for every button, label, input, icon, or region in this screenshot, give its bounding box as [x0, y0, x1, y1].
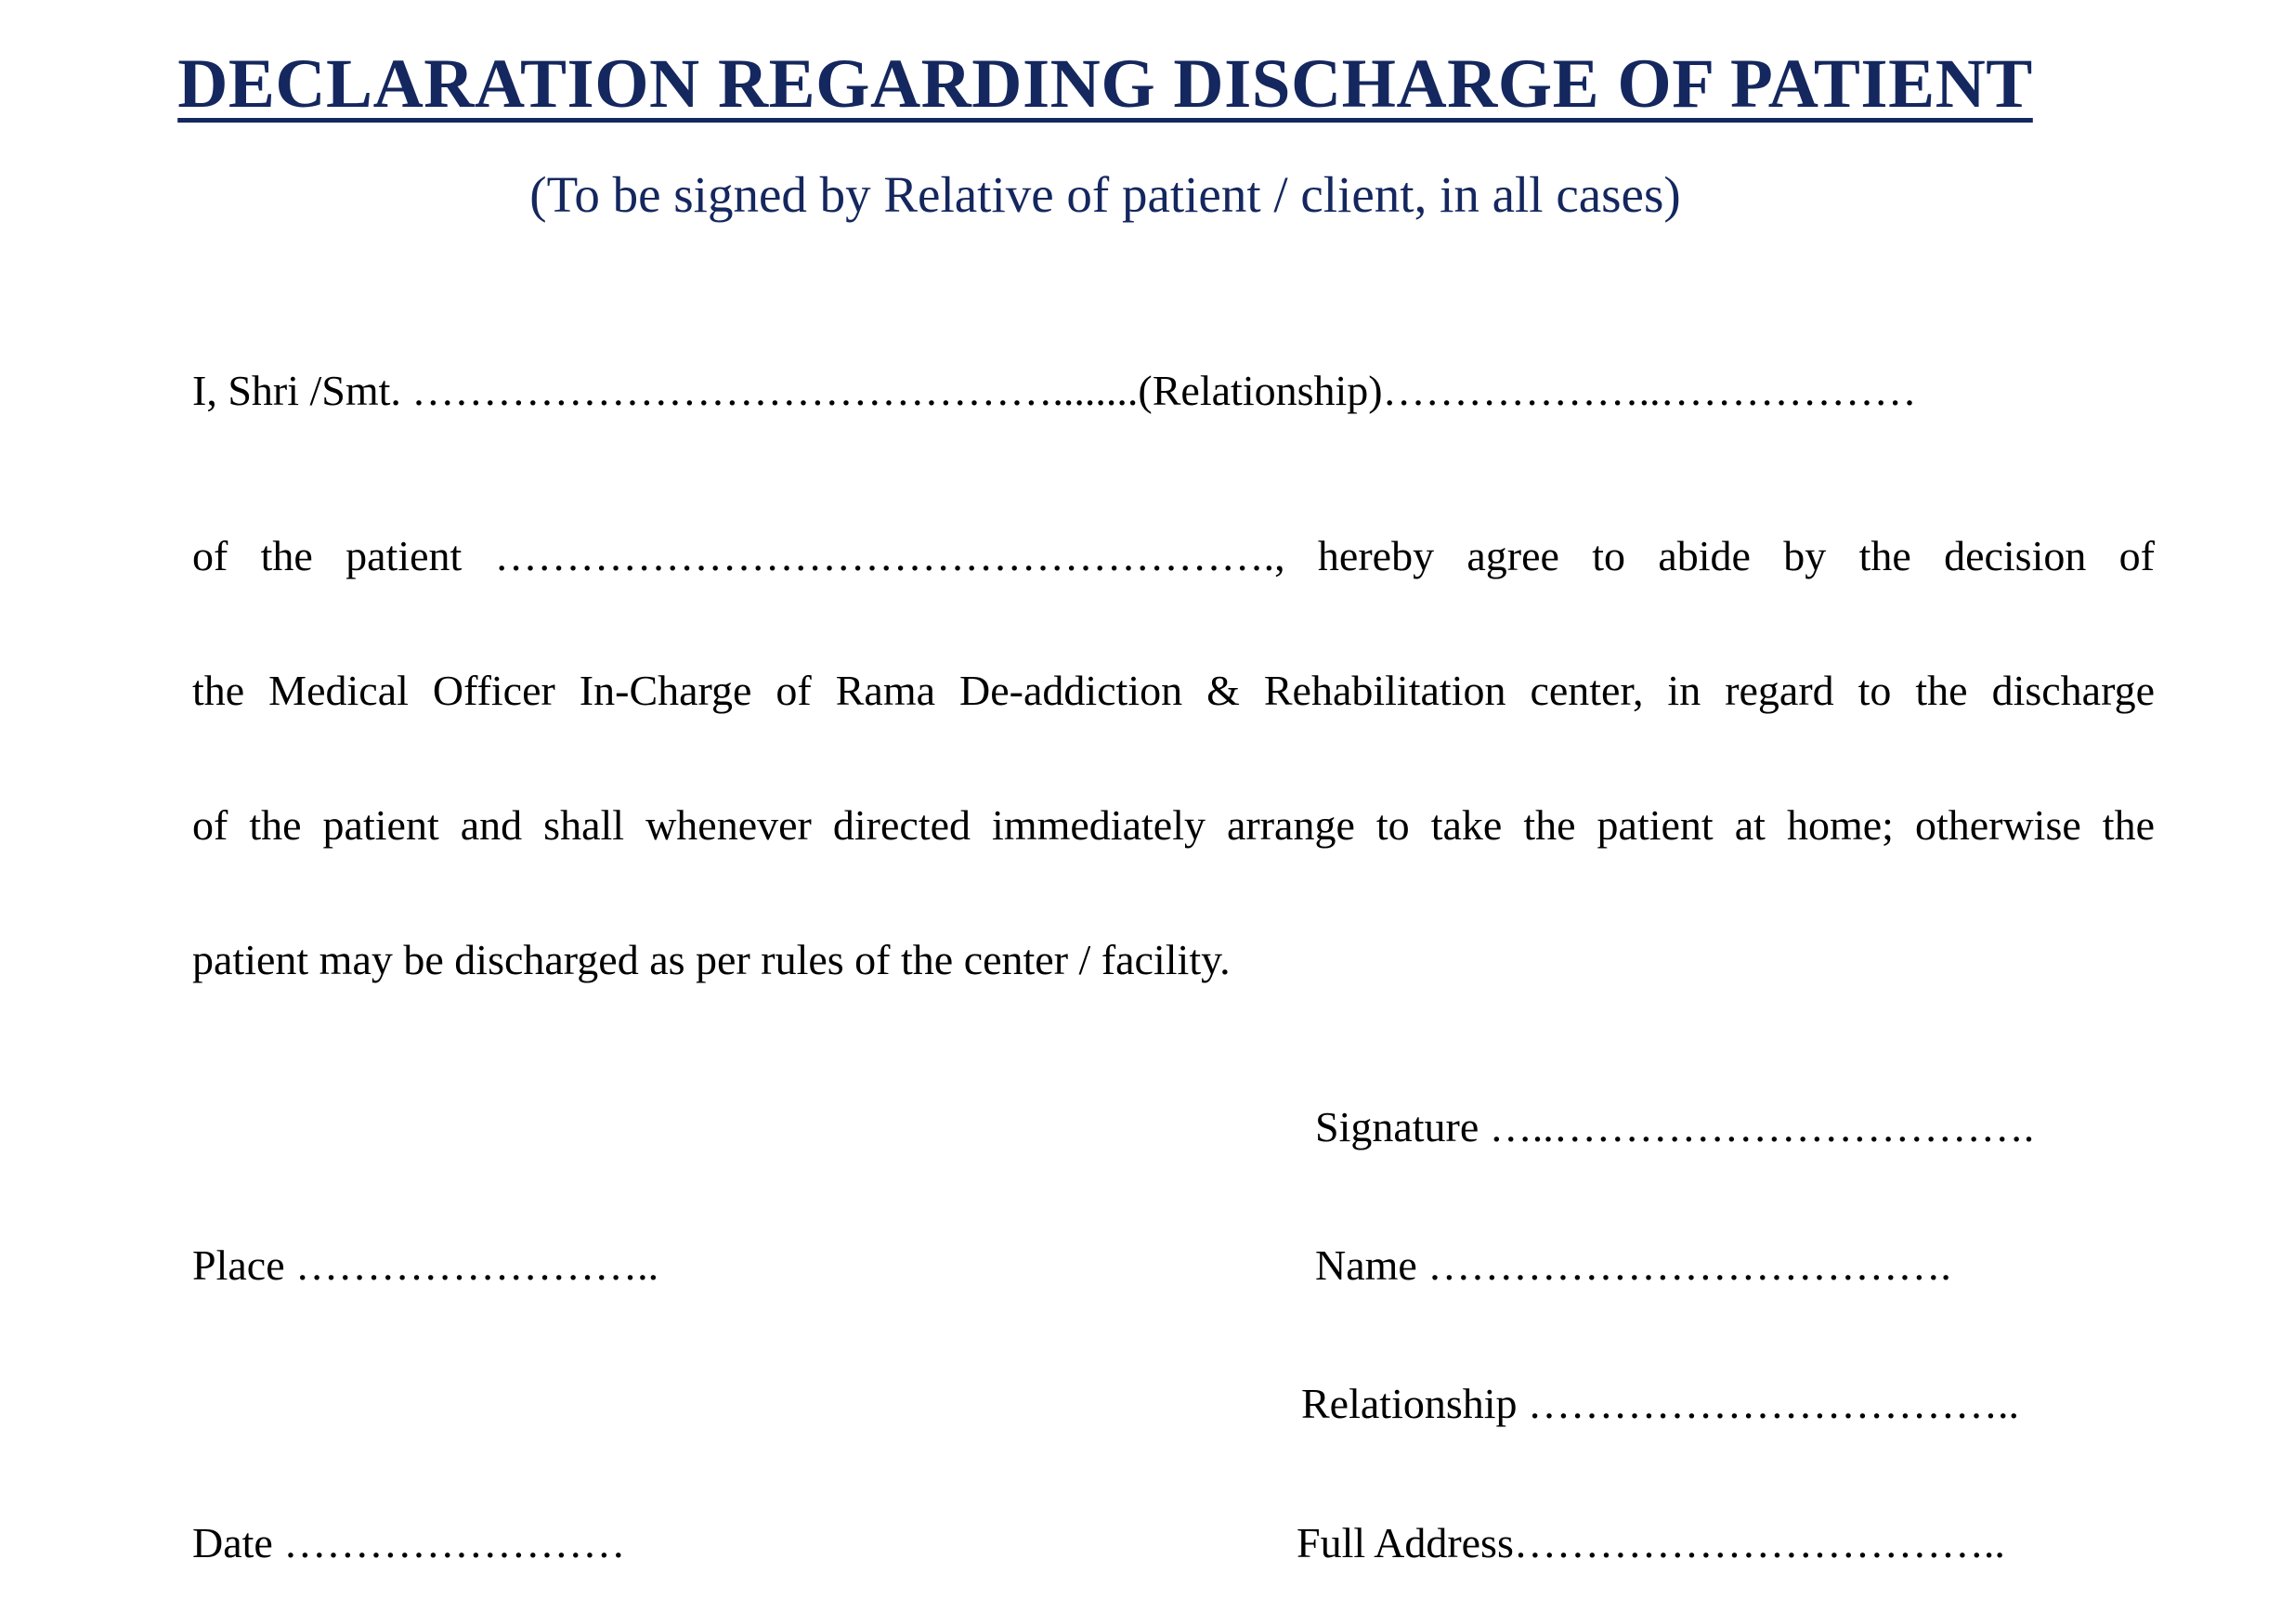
place-field: Place ……………………..	[192, 1241, 659, 1289]
document-subtitle: (To be signed by Relative of patient / client, in all cases)	[529, 166, 1681, 223]
relationship-field: Relationship ……………………………..	[1301, 1380, 2020, 1427]
declaration-line-3: the Medical Officer In-Charge of Rama De-addiction & Rehabilitation center, in regard to the discharge	[192, 667, 2155, 714]
declaration-line-2: of the patient ………………………………………………., hereby agree to abide by the decision of	[192, 532, 2155, 579]
document-title: DECLARATION REGARDING DISCHARGE OF PATIENT	[177, 45, 2033, 123]
signature-field: Signature …..…………………………….	[1315, 1103, 2035, 1150]
declaration-line-1: I, Shri /Smt. ………………………………………........(Relationship)………………..………………	[192, 367, 1917, 414]
date-field: Date ……………………	[192, 1519, 626, 1566]
declaration-line-5: patient may be discharged as per rules of the center / facility.	[192, 936, 1231, 983]
full-address-field: Full Address……………………………..	[1297, 1519, 2005, 1566]
name-field: Name ……………………………….	[1315, 1241, 1951, 1289]
declaration-line-4: of the patient and shall whenever directed immediately arrange to take the patient at home; otherwise the	[192, 801, 2155, 849]
